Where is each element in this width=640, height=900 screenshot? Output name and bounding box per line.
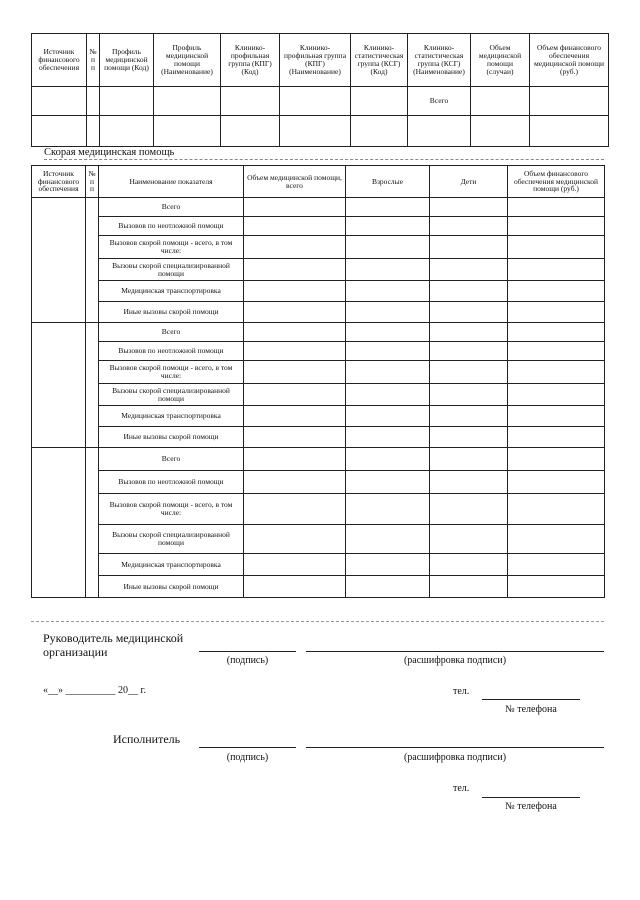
table-cell[interactable]	[346, 259, 430, 281]
table-cell[interactable]	[430, 217, 508, 236]
table-cell[interactable]	[244, 302, 346, 323]
table-cell[interactable]	[430, 427, 508, 448]
table-row	[32, 427, 605, 448]
head-phone-line[interactable]	[482, 699, 580, 700]
col-header: Взрослые	[346, 166, 430, 198]
head-signature-line[interactable]	[199, 651, 296, 652]
ems-table-header	[32, 166, 605, 198]
table-cell[interactable]	[346, 406, 430, 427]
indicator-label: Иные вызовы скорой помощи	[99, 427, 244, 448]
col-header: Клинико-статистическая группа (КСГ) (Наименование)	[408, 34, 471, 87]
table-cell[interactable]	[346, 554, 430, 576]
head-decoding-line[interactable]	[306, 651, 604, 652]
top-table-header	[32, 34, 609, 87]
executor-label: Исполнитель	[113, 732, 181, 746]
table-cell[interactable]	[244, 471, 346, 494]
indicator-label: Всего	[99, 323, 244, 342]
table-row	[32, 217, 605, 236]
indicator-label: Иные вызовы скорой помощи	[99, 576, 244, 598]
col-header: Источник финансового обеспечения	[32, 166, 86, 198]
table-cell[interactable]	[244, 342, 346, 361]
kpg-ksg-table	[31, 33, 609, 147]
executor-phone-line[interactable]	[482, 797, 580, 798]
indicator-label: Вызовов по неотложной помощи	[99, 342, 244, 361]
number-cell[interactable]	[86, 198, 99, 323]
table-cell[interactable]	[87, 116, 100, 147]
col-header: Профиль медицинской помощи (Код)	[100, 34, 154, 87]
phone-label: тел.	[453, 686, 470, 697]
col-header: Профиль медицинской помощи (Наименование)	[154, 34, 221, 87]
table-cell[interactable]	[346, 427, 430, 448]
table-cell[interactable]	[430, 576, 508, 598]
indicator-label: Всего	[99, 198, 244, 217]
phone-caption: № телефона	[505, 801, 557, 812]
phone-caption: № телефона	[505, 704, 557, 715]
col-header: Объем медицинской помощи, всего	[244, 166, 346, 198]
ems-table	[31, 165, 605, 598]
table-cell[interactable]	[100, 87, 154, 116]
col-header: Наименование показателя	[99, 166, 244, 198]
table-cell[interactable]	[244, 406, 346, 427]
table-cell[interactable]	[154, 87, 221, 116]
table-cell[interactable]	[346, 576, 430, 598]
table-cell[interactable]	[87, 87, 100, 116]
indicator-label: Вызовов скорой помощи - всего, в том числе:	[99, 236, 244, 259]
table-row	[32, 259, 605, 281]
indicator-label: Медицинская транспортировка	[99, 554, 244, 576]
indicator-label: Вызовов по неотложной помощи	[99, 471, 244, 494]
table-cell[interactable]	[508, 342, 605, 361]
indicator-label: Вызовов скорой помощи - всего, в том числе:	[99, 361, 244, 384]
indicator-label: Вызовов по неотложной помощи	[99, 217, 244, 236]
col-header: Клинико-профильная группа (КПГ) (Код)	[221, 34, 280, 87]
table-cell[interactable]	[508, 217, 605, 236]
source-cell[interactable]	[32, 323, 86, 448]
col-header: Объем финансового обеспечения медицинской помощи (руб.)	[530, 34, 609, 87]
indicator-label: Всего	[99, 448, 244, 471]
indicator-label: Иные вызовы скорой помощи	[99, 302, 244, 323]
table-cell[interactable]	[244, 217, 346, 236]
table-cell[interactable]	[244, 259, 346, 281]
table-cell[interactable]	[508, 427, 605, 448]
table-cell[interactable]	[280, 87, 351, 116]
table-cell[interactable]	[346, 302, 430, 323]
table-row	[32, 342, 605, 361]
table-cell[interactable]	[351, 116, 408, 147]
table-cell[interactable]	[508, 448, 605, 471]
table-cell[interactable]	[244, 448, 346, 471]
table-row	[32, 384, 605, 406]
indicator-label: Медицинская транспортировка	[99, 406, 244, 427]
col-header: Источник финансового обеспечения	[32, 34, 87, 87]
col-header: Дети	[430, 166, 508, 198]
table-cell[interactable]	[430, 384, 508, 406]
table-cell[interactable]	[100, 116, 154, 147]
table-row	[32, 494, 605, 525]
table-cell[interactable]	[346, 384, 430, 406]
table-cell[interactable]	[244, 323, 346, 342]
table-cell[interactable]	[346, 525, 430, 554]
table-row	[32, 302, 605, 323]
table-cell[interactable]	[244, 361, 346, 384]
table-cell[interactable]	[244, 525, 346, 554]
table-cell[interactable]	[154, 116, 221, 147]
table-row	[32, 87, 609, 116]
total-label: Всего	[408, 87, 471, 116]
table-cell[interactable]	[430, 494, 508, 525]
table-cell[interactable]	[508, 323, 605, 342]
table-cell[interactable]	[508, 494, 605, 525]
table-cell[interactable]	[346, 342, 430, 361]
separator	[31, 621, 604, 622]
table-cell[interactable]	[351, 87, 408, 116]
table-row	[32, 554, 605, 576]
table-cell[interactable]	[346, 494, 430, 525]
table-cell[interactable]	[508, 361, 605, 384]
number-cell[interactable]	[86, 448, 99, 598]
indicator-label: Медицинская транспортировка	[99, 281, 244, 302]
table-cell[interactable]	[221, 116, 280, 147]
indicator-label: Вызовы скорой специализированной помощи	[99, 525, 244, 554]
signature-caption: (подпись)	[226, 655, 269, 666]
table-cell[interactable]	[430, 525, 508, 554]
table-cell[interactable]	[508, 576, 605, 598]
col-header: № пп	[87, 34, 100, 87]
table-row	[32, 236, 605, 259]
executor-signature-line[interactable]	[199, 747, 296, 748]
table-cell[interactable]	[244, 427, 346, 448]
signature-caption: (подпись)	[226, 752, 269, 763]
ems-table-body	[32, 198, 605, 598]
phone-label: тел.	[453, 783, 470, 794]
table-cell[interactable]	[221, 87, 280, 116]
indicator-label: Вызовов скорой помощи - всего, в том числе:	[99, 494, 244, 525]
table-cell[interactable]	[430, 302, 508, 323]
table-cell[interactable]	[244, 236, 346, 259]
date-field[interactable]: «__» __________ 20__ г.	[43, 685, 146, 696]
table-cell[interactable]	[471, 87, 530, 116]
col-header: Клинико-профильная группа (КПГ) (Наименование)	[280, 34, 351, 87]
executor-decoding-line[interactable]	[306, 747, 604, 748]
head-label: Руководитель медицинской организации	[43, 631, 184, 659]
table-cell[interactable]	[346, 361, 430, 384]
table-row	[32, 323, 605, 342]
table-cell[interactable]	[508, 302, 605, 323]
table-cell[interactable]	[346, 448, 430, 471]
col-header: Объем медицинской помощи (случаи)	[471, 34, 530, 87]
table-cell[interactable]	[430, 471, 508, 494]
table-cell[interactable]	[508, 554, 605, 576]
table-cell[interactable]	[430, 554, 508, 576]
table-cell[interactable]	[430, 281, 508, 302]
col-header: Объем финансового обеспечения медицинской помощи (руб.)	[508, 166, 605, 198]
table-cell[interactable]	[346, 217, 430, 236]
table-row	[32, 525, 605, 554]
decoding-caption: (расшифровка подписи)	[403, 655, 507, 666]
table-row	[32, 281, 605, 302]
source-cell[interactable]	[32, 448, 86, 598]
table-cell[interactable]	[508, 525, 605, 554]
col-header: № пп	[86, 166, 99, 198]
indicator-label: Вызовы скорой специализированной помощи	[99, 259, 244, 281]
table-cell[interactable]	[430, 342, 508, 361]
table-row	[32, 198, 605, 217]
table-cell[interactable]	[430, 323, 508, 342]
table-cell[interactable]	[430, 259, 508, 281]
table-cell[interactable]	[508, 259, 605, 281]
table-cell[interactable]	[430, 361, 508, 384]
source-cell[interactable]	[32, 198, 86, 323]
table-cell[interactable]	[508, 198, 605, 217]
table-row	[32, 361, 605, 384]
table-row	[32, 116, 609, 147]
table-cell[interactable]	[508, 471, 605, 494]
table-cell[interactable]	[508, 406, 605, 427]
table-cell[interactable]	[408, 116, 471, 147]
table-cell[interactable]	[244, 384, 346, 406]
table-cell[interactable]	[508, 281, 605, 302]
table-row	[32, 471, 605, 494]
indicator-label: Вызовы скорой специализированной помощи	[99, 384, 244, 406]
table-row	[32, 448, 605, 471]
table-cell[interactable]	[32, 116, 87, 147]
number-cell[interactable]	[86, 323, 99, 448]
table-cell[interactable]	[346, 198, 430, 217]
table-cell[interactable]	[430, 448, 508, 471]
decoding-caption: (расшифровка подписи)	[403, 752, 507, 763]
table-cell[interactable]	[244, 198, 346, 217]
table-cell[interactable]	[346, 323, 430, 342]
table-cell[interactable]	[244, 281, 346, 302]
table-cell[interactable]	[430, 236, 508, 259]
table-cell[interactable]	[32, 87, 87, 116]
table-cell[interactable]	[346, 236, 430, 259]
table-cell[interactable]	[244, 576, 346, 598]
table-row	[32, 576, 605, 598]
table-cell[interactable]	[508, 384, 605, 406]
section-title: Скорая медицинская помощь	[44, 148, 604, 160]
table-cell[interactable]	[280, 116, 351, 147]
table-cell[interactable]	[471, 116, 530, 147]
table-cell[interactable]	[346, 281, 430, 302]
table-cell[interactable]	[430, 198, 508, 217]
col-header: Клинико-статистическая группа (КСГ) (Код)	[351, 34, 408, 87]
table-cell[interactable]	[508, 236, 605, 259]
table-cell[interactable]	[346, 471, 430, 494]
table-cell[interactable]	[530, 87, 609, 116]
table-row	[32, 406, 605, 427]
table-cell[interactable]	[430, 406, 508, 427]
table-cell[interactable]	[530, 116, 609, 147]
table-cell[interactable]	[244, 554, 346, 576]
table-cell[interactable]	[244, 494, 346, 525]
